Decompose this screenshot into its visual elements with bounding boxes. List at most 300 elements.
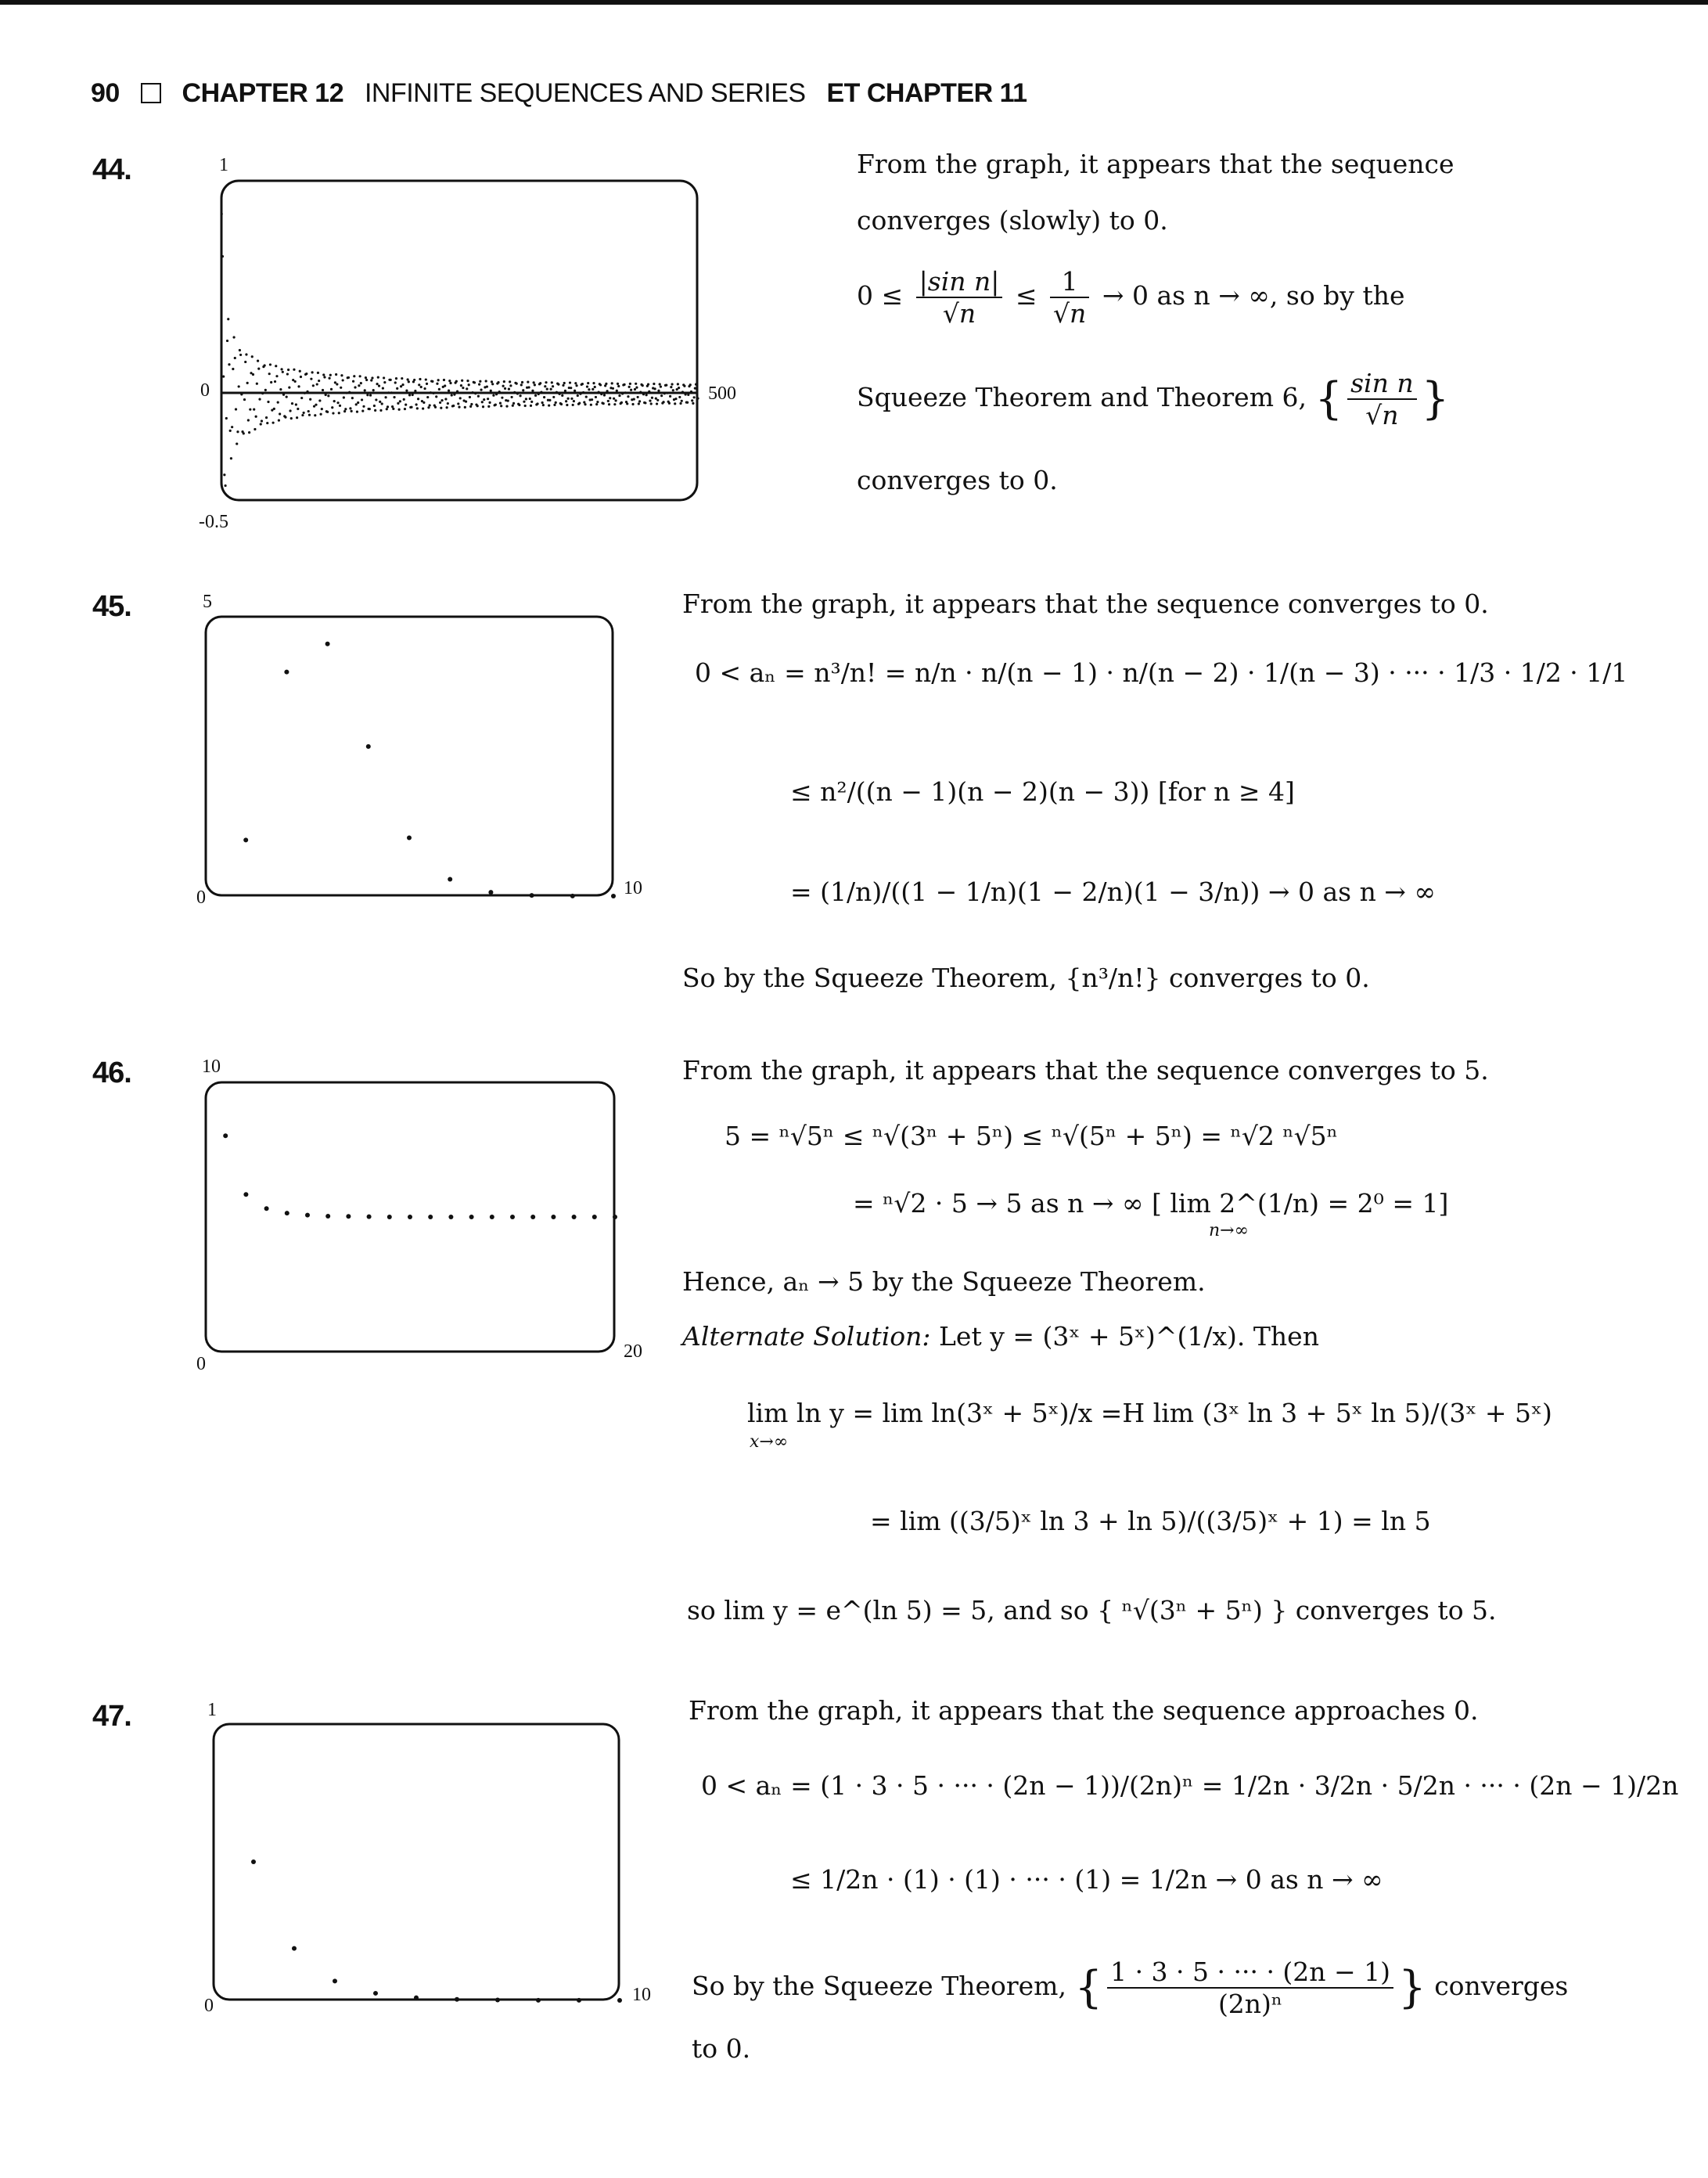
data-point xyxy=(681,391,684,393)
data-point xyxy=(674,398,677,400)
data-point xyxy=(498,391,501,393)
data-point xyxy=(634,388,636,391)
data-point xyxy=(447,402,449,405)
data-point xyxy=(396,387,398,390)
data-point xyxy=(362,405,365,408)
data-point xyxy=(383,381,386,383)
data-point xyxy=(696,388,698,391)
data-point xyxy=(225,417,228,419)
data-point xyxy=(462,387,464,389)
data-point xyxy=(408,394,411,396)
p45-intro: From the graph, it appears that the sequence converges to 0. xyxy=(682,589,1489,619)
data-point xyxy=(291,402,293,405)
data-point xyxy=(423,401,425,404)
data-point xyxy=(552,396,555,398)
data-point xyxy=(574,390,576,392)
data-point xyxy=(534,383,536,386)
data-point xyxy=(578,402,581,405)
data-point xyxy=(613,403,616,405)
p44-ineq-lhs: 0 ≤ xyxy=(857,280,904,311)
data-point xyxy=(677,383,679,385)
data-point xyxy=(373,1991,378,1996)
data-point xyxy=(695,383,697,386)
data-point xyxy=(277,401,279,403)
data-point xyxy=(226,340,228,342)
data-point xyxy=(253,409,255,411)
data-point xyxy=(527,386,530,388)
data-point xyxy=(289,409,291,412)
data-point xyxy=(344,408,347,410)
data-point xyxy=(518,404,520,406)
data-point xyxy=(592,1215,597,1219)
data-point xyxy=(455,380,458,383)
data-point xyxy=(488,401,491,404)
data-point xyxy=(279,412,281,415)
data-point xyxy=(254,428,256,430)
data-point xyxy=(345,391,347,394)
data-point xyxy=(639,391,642,393)
data-point xyxy=(440,399,443,401)
data-point xyxy=(614,399,617,401)
data-point xyxy=(300,376,302,378)
data-point xyxy=(413,379,415,381)
data-point xyxy=(687,394,689,396)
data-point xyxy=(672,389,674,391)
data-point xyxy=(239,349,241,351)
data-point xyxy=(491,383,494,385)
data-point xyxy=(328,377,330,380)
data-point xyxy=(305,1213,310,1218)
p44-frac-1-den: √n xyxy=(942,298,976,329)
data-point xyxy=(342,379,344,381)
data-point xyxy=(320,413,322,416)
p45-line-2: ≤ n²/((n − 1)(n − 2)(n − 3)) [for n ≥ 4] xyxy=(790,776,1295,807)
data-point xyxy=(595,403,598,405)
data-point xyxy=(505,405,508,408)
data-point xyxy=(559,393,561,395)
graph-45-points xyxy=(243,642,616,898)
data-point xyxy=(333,400,336,402)
data-point xyxy=(336,401,339,404)
data-point xyxy=(261,419,263,422)
data-point xyxy=(569,381,571,383)
data-point xyxy=(638,402,640,405)
data-point xyxy=(365,376,367,379)
data-point xyxy=(612,387,614,390)
data-point xyxy=(286,373,289,375)
p44-inequality xyxy=(857,266,1404,329)
data-point xyxy=(297,408,299,410)
data-point xyxy=(681,400,683,402)
data-point xyxy=(603,394,606,396)
data-point xyxy=(595,396,597,398)
data-point xyxy=(600,393,602,395)
p44-frac-2-den: √n xyxy=(1053,298,1087,329)
data-point xyxy=(366,744,371,749)
data-point xyxy=(300,397,303,399)
data-point xyxy=(538,393,540,395)
data-point xyxy=(473,381,476,383)
data-point xyxy=(361,410,364,412)
header-box-icon xyxy=(141,83,161,103)
data-point xyxy=(556,391,558,394)
data-point xyxy=(616,390,618,392)
data-point xyxy=(501,397,503,399)
data-point xyxy=(533,381,535,383)
data-point xyxy=(370,379,372,381)
p46-so-line: so lim y = e^(ln 5) = 5, and so { ⁿ√(3ⁿ + 5ⁿ) } converges to 5. xyxy=(687,1595,1497,1625)
graph-44-points xyxy=(221,213,699,487)
data-point xyxy=(617,385,620,387)
problem-47-number: 47. xyxy=(92,1700,131,1733)
data-point xyxy=(255,416,257,418)
graph46-xmin: 0 xyxy=(196,1354,206,1374)
data-point xyxy=(560,403,563,405)
data-point xyxy=(683,385,685,387)
data-point xyxy=(608,403,610,405)
data-point xyxy=(456,391,458,393)
data-point xyxy=(375,398,377,401)
graph44-ymax: 1 xyxy=(219,155,228,175)
data-point xyxy=(509,380,511,383)
data-point xyxy=(457,402,459,405)
p46-lim-1: lim ln y = lim ln(3ˣ + 5ˣ)/x =H lim (3ˣ ln 3 + 5ˣ ln 5)/(3ˣ + 5ˣ) xyxy=(747,1398,1552,1428)
data-point xyxy=(592,382,595,384)
data-point xyxy=(387,405,389,408)
data-point xyxy=(474,392,476,394)
data-point xyxy=(465,401,467,403)
data-point xyxy=(222,375,225,377)
data-point xyxy=(390,391,393,394)
data-point xyxy=(443,379,445,381)
p47-seq-num: 1 · 3 · 5 · ··· · (2n − 1) xyxy=(1107,1957,1393,1989)
data-point xyxy=(286,396,288,398)
data-point xyxy=(314,414,316,416)
data-point xyxy=(649,400,651,402)
data-point xyxy=(629,383,631,385)
data-point xyxy=(251,1859,256,1864)
running-header xyxy=(91,78,1027,109)
data-point xyxy=(487,398,489,400)
graph47-ymax: 1 xyxy=(207,1700,217,1720)
graph47-xmax: 10 xyxy=(632,1985,651,2005)
data-point xyxy=(617,383,619,385)
data-point xyxy=(352,380,354,383)
p46-alt-label: Alternate Solution: xyxy=(682,1321,931,1352)
data-point xyxy=(280,368,282,370)
data-point xyxy=(346,1214,351,1219)
data-point xyxy=(436,383,438,385)
data-point xyxy=(437,379,440,381)
p44-conclusion: converges to 0. xyxy=(857,465,1058,495)
data-point xyxy=(287,369,289,371)
data-point xyxy=(414,390,416,392)
p46-line-2-sub: n→∞ xyxy=(1209,1221,1249,1240)
data-point xyxy=(448,1215,453,1219)
graph44-xmax: 500 xyxy=(708,383,736,404)
data-point xyxy=(231,426,233,428)
data-point xyxy=(347,376,350,379)
data-point xyxy=(400,385,402,387)
data-point xyxy=(323,376,325,378)
data-point xyxy=(651,397,653,399)
data-point xyxy=(611,382,613,384)
data-point xyxy=(529,398,531,400)
chapter-title: INFINITE SEQUENCES AND SERIES xyxy=(364,78,806,108)
data-point xyxy=(251,355,254,358)
data-point xyxy=(620,401,623,404)
page-number: 90 xyxy=(91,78,120,108)
graph47-xmin: 0 xyxy=(204,1996,214,2016)
graph45-xmin: 0 xyxy=(196,887,206,908)
data-point xyxy=(303,412,305,414)
data-point xyxy=(631,403,634,405)
data-point xyxy=(310,378,312,380)
data-point xyxy=(455,1997,459,2002)
p44-seq-frac xyxy=(1347,368,1417,430)
data-point xyxy=(325,642,330,646)
data-point xyxy=(290,417,293,419)
data-point xyxy=(581,383,584,385)
data-point xyxy=(273,408,275,410)
data-point xyxy=(266,422,268,424)
data-point xyxy=(488,890,493,895)
data-point xyxy=(499,402,502,405)
data-point xyxy=(297,385,300,387)
data-point xyxy=(269,363,271,365)
data-point xyxy=(648,391,650,393)
data-point xyxy=(602,402,605,405)
data-point xyxy=(322,373,325,376)
graph45-xmax: 10 xyxy=(624,878,642,898)
data-point xyxy=(509,384,512,387)
data-point xyxy=(393,396,395,398)
graph-44-frame xyxy=(221,180,698,501)
data-point xyxy=(630,389,632,391)
data-point xyxy=(426,396,429,398)
data-point xyxy=(288,387,290,389)
data-point xyxy=(613,1215,617,1219)
data-point xyxy=(500,405,502,407)
problem-44-number: 44. xyxy=(92,153,131,186)
data-point xyxy=(692,402,694,405)
data-point xyxy=(536,402,538,405)
data-point xyxy=(249,409,251,411)
data-point xyxy=(690,391,692,393)
data-point xyxy=(626,402,628,405)
data-point xyxy=(382,387,384,389)
data-point xyxy=(590,404,592,406)
data-point xyxy=(502,385,505,387)
data-point xyxy=(304,392,306,394)
data-point xyxy=(491,380,493,383)
data-point xyxy=(524,405,527,407)
data-point xyxy=(479,380,481,383)
data-point xyxy=(227,318,229,320)
data-point xyxy=(223,1133,228,1138)
data-point xyxy=(670,386,672,388)
data-point xyxy=(530,405,532,407)
data-point xyxy=(574,382,577,384)
graph-46-frame xyxy=(205,1082,615,1352)
data-point xyxy=(642,384,644,387)
data-point xyxy=(444,384,446,387)
data-point xyxy=(418,383,420,386)
data-point xyxy=(384,396,387,398)
p44-frac-1 xyxy=(916,266,1003,329)
data-point xyxy=(605,383,607,385)
data-point xyxy=(398,409,401,411)
data-point xyxy=(292,1946,297,1951)
data-point xyxy=(329,374,332,376)
data-point xyxy=(655,398,657,400)
data-point xyxy=(663,392,666,394)
data-point xyxy=(540,391,542,393)
data-point xyxy=(419,378,421,380)
data-point xyxy=(381,402,383,405)
p47-line-1: 0 < aₙ = (1 · 3 · 5 · ··· · (2n − 1))/(2n)ⁿ = 1/2n · 3/2n · 5/2n · ··· · (2n − 1)/2n xyxy=(701,1770,1679,1801)
data-point xyxy=(322,389,324,391)
data-point xyxy=(525,398,527,400)
data-point xyxy=(482,405,484,408)
data-point xyxy=(221,255,224,257)
data-point xyxy=(541,401,544,404)
data-point xyxy=(617,1998,622,2003)
data-point xyxy=(432,392,434,394)
p45-line-1: 0 < aₙ = n³/n! = n/n · n/(n − 1) · n/(n − 2) · 1/(n − 3) · ··· · 1/3 · 1/2 · 1/1 xyxy=(695,657,1628,688)
data-point xyxy=(483,398,485,401)
data-point xyxy=(383,376,385,379)
data-point xyxy=(336,383,338,385)
data-point xyxy=(564,390,566,392)
data-point xyxy=(577,394,579,397)
data-point xyxy=(575,384,577,387)
data-point xyxy=(557,383,559,386)
data-point xyxy=(316,383,318,385)
data-point xyxy=(348,391,351,394)
data-point xyxy=(440,407,442,409)
data-point xyxy=(469,1215,474,1219)
p47-conclusion-c: to 0. xyxy=(692,2033,751,2064)
data-point xyxy=(223,473,225,476)
data-point xyxy=(390,379,392,381)
data-point xyxy=(247,419,250,421)
data-point xyxy=(451,394,453,396)
data-point xyxy=(497,381,499,383)
data-point xyxy=(480,389,482,391)
p46-alt xyxy=(682,1321,1319,1352)
data-point xyxy=(435,395,437,398)
data-point xyxy=(282,394,285,396)
data-point xyxy=(434,406,437,409)
data-point xyxy=(306,391,308,393)
et-chapter-label: ET CHAPTER 11 xyxy=(826,78,1027,108)
data-point xyxy=(542,404,545,406)
data-point xyxy=(647,383,649,385)
data-point xyxy=(543,396,545,398)
data-point xyxy=(244,361,246,363)
problem-45-number: 45. xyxy=(92,590,131,623)
data-point xyxy=(678,387,680,389)
data-point xyxy=(490,390,492,392)
data-point xyxy=(448,390,450,392)
data-point xyxy=(531,390,534,392)
data-point xyxy=(555,401,557,404)
data-point xyxy=(654,387,656,390)
data-point xyxy=(246,382,249,384)
data-point xyxy=(338,412,340,414)
data-point xyxy=(225,484,227,487)
data-point xyxy=(403,398,405,401)
p46-line-2: = ⁿ√2 · 5 → 5 as n → ∞ [ lim 2^(1/n) = 2⁰ = 1] xyxy=(853,1188,1449,1219)
p46-lim-sub: x→∞ xyxy=(750,1432,789,1452)
data-point xyxy=(422,407,424,409)
data-point xyxy=(371,376,373,379)
data-point xyxy=(331,406,333,409)
data-point xyxy=(551,1215,556,1219)
data-point xyxy=(232,368,234,370)
data-point xyxy=(561,394,563,397)
graph-45-frame xyxy=(205,616,613,896)
data-point xyxy=(243,1192,248,1197)
data-point xyxy=(258,398,261,401)
data-point xyxy=(307,410,310,412)
data-point xyxy=(637,396,639,398)
graph44-yzero: 0 xyxy=(200,380,210,401)
data-point xyxy=(448,380,451,382)
data-point xyxy=(469,405,472,408)
data-point xyxy=(585,396,588,398)
data-point xyxy=(476,405,479,407)
data-point xyxy=(369,408,371,410)
p47-seq-frac xyxy=(1107,1957,1393,2019)
data-point xyxy=(395,377,397,380)
data-point xyxy=(349,407,351,409)
data-point xyxy=(284,416,286,418)
data-point xyxy=(521,381,523,383)
data-point xyxy=(668,402,671,405)
data-point xyxy=(333,1978,337,1983)
data-point xyxy=(570,894,575,898)
data-point xyxy=(257,368,260,370)
data-point xyxy=(520,383,523,386)
data-point xyxy=(366,394,369,396)
data-point xyxy=(553,404,556,406)
data-point xyxy=(470,403,473,405)
data-point xyxy=(317,372,319,374)
data-point xyxy=(613,398,615,400)
data-point xyxy=(653,383,655,385)
data-point xyxy=(582,391,584,394)
data-point xyxy=(660,385,662,387)
data-point xyxy=(359,375,361,377)
data-point xyxy=(427,406,430,409)
data-point xyxy=(439,401,441,404)
data-point xyxy=(229,430,232,432)
p44-intro-1: From the graph, it appears that the sequence xyxy=(857,149,1454,179)
data-point xyxy=(257,360,259,362)
data-point xyxy=(361,398,363,401)
data-point xyxy=(481,401,484,403)
data-point xyxy=(360,382,362,384)
data-point xyxy=(372,389,375,391)
data-point xyxy=(308,414,311,416)
data-point xyxy=(691,399,693,401)
graph-46-points xyxy=(223,1133,617,1219)
data-point xyxy=(577,1998,581,2003)
data-point xyxy=(689,383,692,386)
data-point xyxy=(503,380,505,383)
